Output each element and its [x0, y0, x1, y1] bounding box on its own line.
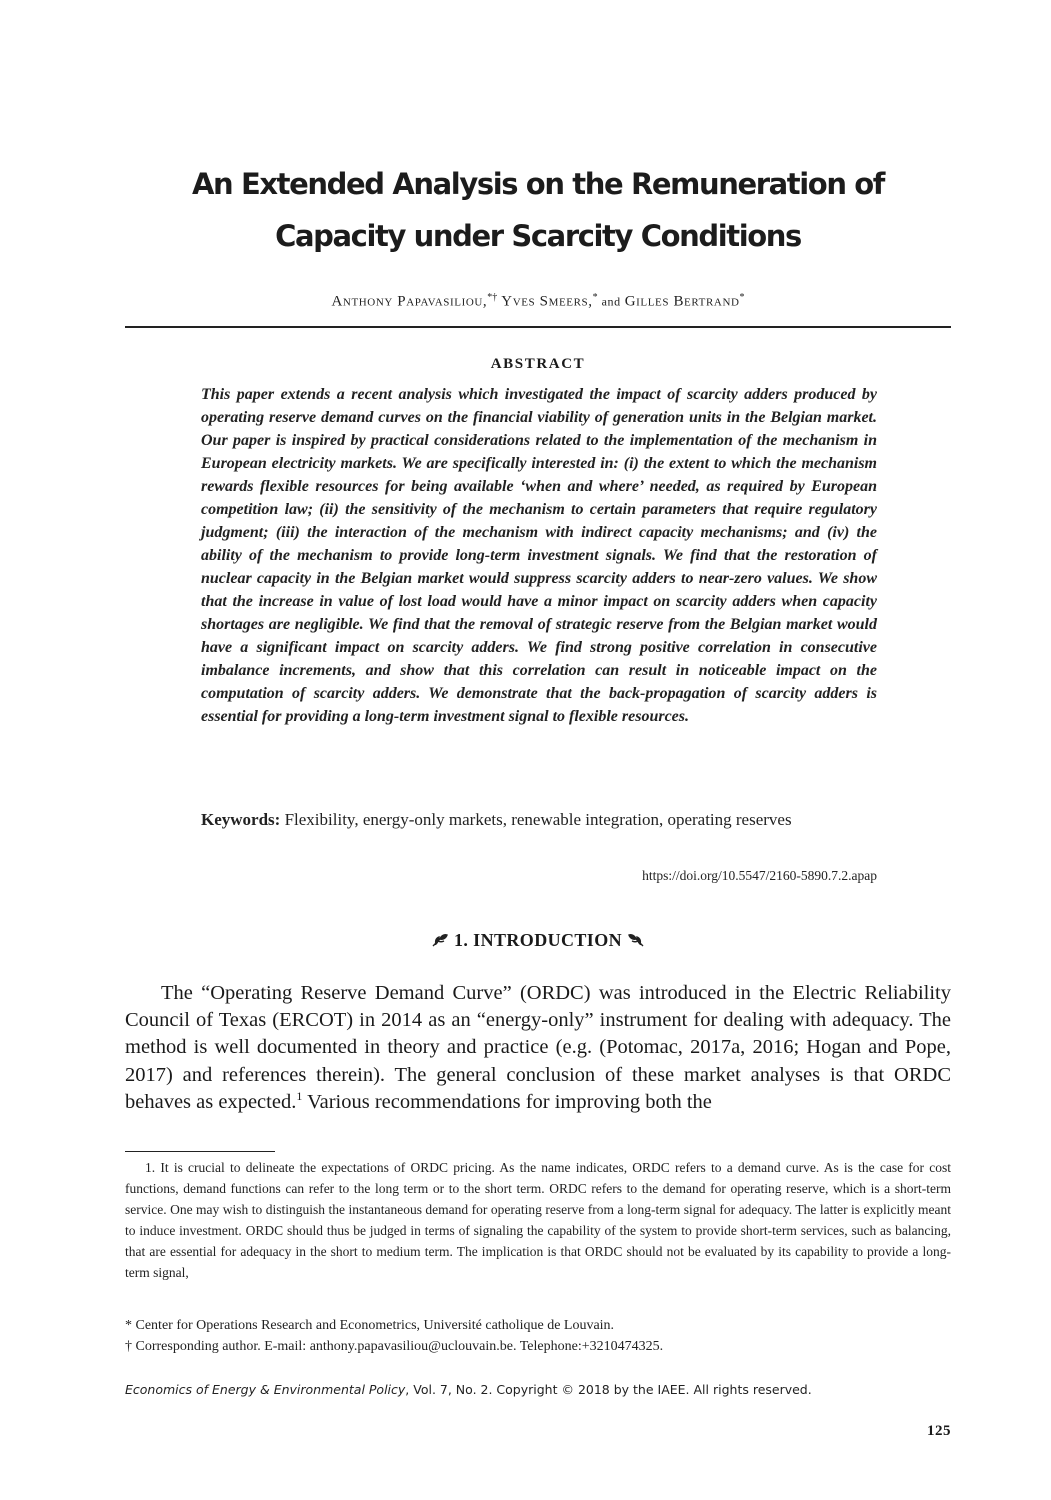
title-line-1: An Extended Analysis on the Remuneration of	[191, 167, 885, 201]
section-heading-introduction	[125, 930, 951, 951]
affiliations	[125, 1315, 951, 1357]
title-line-2: Capacity under Scarcity Conditions	[275, 219, 801, 253]
leaf-ornament-left-icon	[431, 932, 449, 948]
author-bertrand-marks: *	[739, 292, 745, 303]
journal-details: , Vol. 7, No. 2. Copyright © 2018 by the IAEE. All rights reserved.	[405, 1382, 812, 1397]
author-smeers-marks: *	[592, 292, 598, 303]
author-smeers: Yves Smeers,	[501, 293, 593, 310]
keywords-text: Flexibility, energy-only markets, renewable integration, operating reserves	[284, 810, 792, 829]
footnote-1	[125, 1157, 951, 1283]
footnote-text: It is crucial to delineate the expectations of ORDC pricing. As the name indicates, ORDC refers to a demand curve. As is the case for cost functions, demand functions can refer to the long term or to the short term. ORDC refers to the demand for operating reserve, which is a short-term service. One may wish to distinguish the instantaneous demand for operating reserve from a long-term signal for adequacy. The latter is explicitly meant to induce investment. ORDC should thus be judged in terms of signaling the capability of the system to provide short-term services, such as balancing, that are essential for adequacy in the short to medium term. The implication is that ORDC should not be evaluated by its capability to provide a long-term signal,	[125, 1160, 952, 1280]
author-bertrand: Gilles Bertrand	[624, 293, 740, 310]
author-conjunction: and	[601, 294, 621, 309]
affiliation-core: * Center for Operations Research and Econometrics, Université catholique de Louvain.	[125, 1318, 615, 1333]
footnote-number: 1.	[145, 1160, 156, 1175]
leaf-ornament-right-icon	[627, 932, 645, 948]
abstract-heading: ABSTRACT	[490, 356, 586, 372]
intro-text-part-2: Various recommendations for improving both the	[302, 1090, 712, 1113]
corresponding-author: † Corresponding author. E-mail: anthony.papavasiliou@uclouvain.be. Telephone:+3210474325.	[125, 1339, 664, 1354]
introduction-title: 1. INTRODUCTION	[453, 930, 623, 950]
footnote-rule	[125, 1151, 275, 1152]
header-rule	[125, 326, 951, 328]
intro-text-part-1: The “Operating Reserve Demand Curve” (ORDC) was introduced in the Electric Reliability Council of Texas (ERCOT) in 2014 as an “energy-only” instrument for dealing with adequacy. The method is well documented in theory and practice (e.g. (Potomac, 2017a, 2016; Hogan and Pope, 2017) and references therein). The general conclusion of these market analyses is that ORDC behaves as expected.	[125, 982, 951, 1113]
paper-title	[125, 158, 951, 262]
introduction-paragraph	[125, 980, 951, 1116]
footnote-reference-1[interactable]: 1	[296, 1088, 303, 1103]
author-list	[125, 292, 951, 311]
page-number: 125	[927, 1423, 951, 1439]
abstract-text: This paper extends a recent analysis which investigated the impact of scarcity adders produced by operating reserve demand curves on the financial viability of generation units in the Belgian market. Our paper is inspired by practical considerations related to the implementation of the mechanism in European electricity markets. We are specifically interested in: (i) the extent to which the mechanism rewards flexible resources for being available ‘when and where’ needed, as required by European competition law; (ii) the sensitivity of the mechanism to certain parameters that require regulatory judgment; (iii) the interaction of the mechanism with indirect capacity mechanisms; and (iv) the ability of the mechanism to provide long-term investment signals. We find that the restoration of nuclear capacity in the Belgian market would suppress scarcity adders to near-zero values. We show that the increase in value of lost load would have a minor impact on scarcity adders when capacity shortages are negligible. We find that the removal of strategic reserve from the Belgian market would have a significant impact on scarcity adders. We find strong positive correlation in consecutive imbalance increments, and show that this correlation can result in noticeable impact on the computation of scarcity adders. We demonstrate that the back-propagation of scarcity adders is essential for providing a long-term investment signal to flexible resources.	[201, 386, 877, 725]
author-papavasiliou: Anthony Papavasiliou,	[331, 293, 488, 310]
author-papavasiliou-marks: *†	[487, 292, 498, 303]
journal-name: Economics of Energy & Environmental Policy	[125, 1382, 406, 1397]
journal-citation	[125, 1382, 951, 1397]
keywords-label: Keywords:	[201, 810, 281, 829]
doi-link[interactable]: https://doi.org/10.5547/2160-5890.7.2.apap	[642, 868, 877, 883]
keywords	[201, 808, 877, 831]
